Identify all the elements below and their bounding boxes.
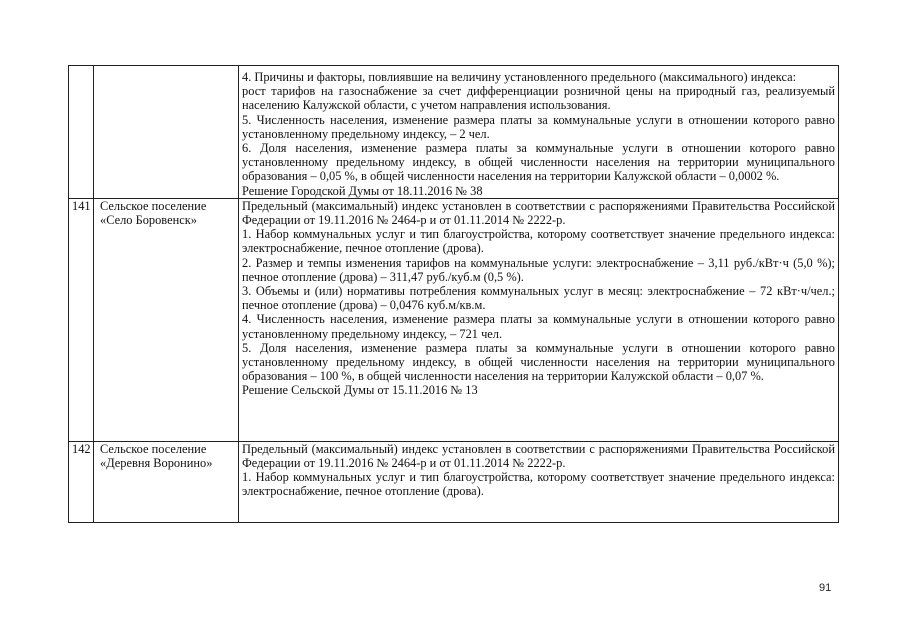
row-number [69,66,94,199]
paragraph: 5. Численность населения, изменение размера платы за коммунальные услуги в отношении которого равно установленному предельному индексу, – 2 чел. [242,112,835,141]
paragraph: 2. Размер и темпы изменения тарифов на коммунальные услуги: электроснабжение – 3,11 руб./кВт·ч (5,0 %); печное отопление (дрова) – 311,47 руб./куб.м (0,5 %). [242,255,835,284]
paragraph: Предельный (максимальный) индекс установлен в соответствии с распоряжениями Правительства Российской Федерации от 19.11.2016 № 2464-р и от 01.11.2014 № 2222-р. [242,441,835,471]
table-row-142 [69,441,839,522]
paragraph: 1. Набор коммунальных услуг и тип благоустройства, которому соответствует значение предельного индекса: электроснабжение, печное отопление (дрова). [242,227,835,256]
table-row-continuation [69,66,839,199]
paragraph: Предельный (максимальный) индекс установлен в соответствии с распоряжениями Правительства Российской Федерации от 19.11.2016 № 2464-р и от 01.11.2014 № 2222-р. [242,198,835,228]
paragraph: 5. Доля населения, изменение размера платы за коммунальные услуги в отношении которого равно установленному предельному индексу, в общей численности населения на территории муниципального образования – 100 %, в общей численности населения на территории Калужской области – 0,07 %. [242,340,835,384]
decision-reference: Решение Городской Думы от 18.11.2016 № 38 [242,183,483,198]
row-description [239,66,839,199]
row-number: 141 [69,198,94,441]
paragraph: 1. Набор коммунальных услуг и тип благоустройства, которому соответствует значение предельного индекса: электроснабжение, печное отопление (дрова). [242,470,835,499]
paragraph: 4. Численность населения, изменение размера платы за коммунальные услуги в отношении которого равно установленному предельному индексу, – 721 чел. [242,312,835,341]
paragraph: 4. Причины и факторы, повлиявшие на величину установленного предельного (максимального) индекса: [242,70,797,84]
row-description [239,441,839,522]
settlement-name: Сельское поселение «Деревня Воронино» [94,441,239,522]
row-number: 142 [69,441,94,522]
index-table [68,65,839,523]
settlement-name [94,66,239,199]
table-row-141 [69,198,839,441]
paragraph: 3. Объемы и (или) нормативы потребления коммунальных услуг в месяц: электроснабжение – 72 кВт·ч/чел.; печное отопление (дрова) – 0,0476 куб.м/кв.м. [242,284,835,313]
paragraph: 6. Доля населения, изменение размера платы за коммунальные услуги в отношении которого равно установленному предельному индексу, в общей численности населения на территории муниципального образования – 0,05 %, в общей численности населения на территории Калужской области – 0,0002 %. [242,141,835,184]
settlement-name: Сельское поселение «Село Боровенск» [94,198,239,441]
row-description [239,198,839,441]
decision-reference: Решение Сельской Думы от 15.11.2016 № 13 [242,383,478,398]
paragraph: рост тарифов на газоснабжение за счет дифференциации розничной цены на природный газ, реализуемый населению Калужской области, с учетом направления использования. [242,84,835,113]
page-number: 91 [819,582,832,594]
